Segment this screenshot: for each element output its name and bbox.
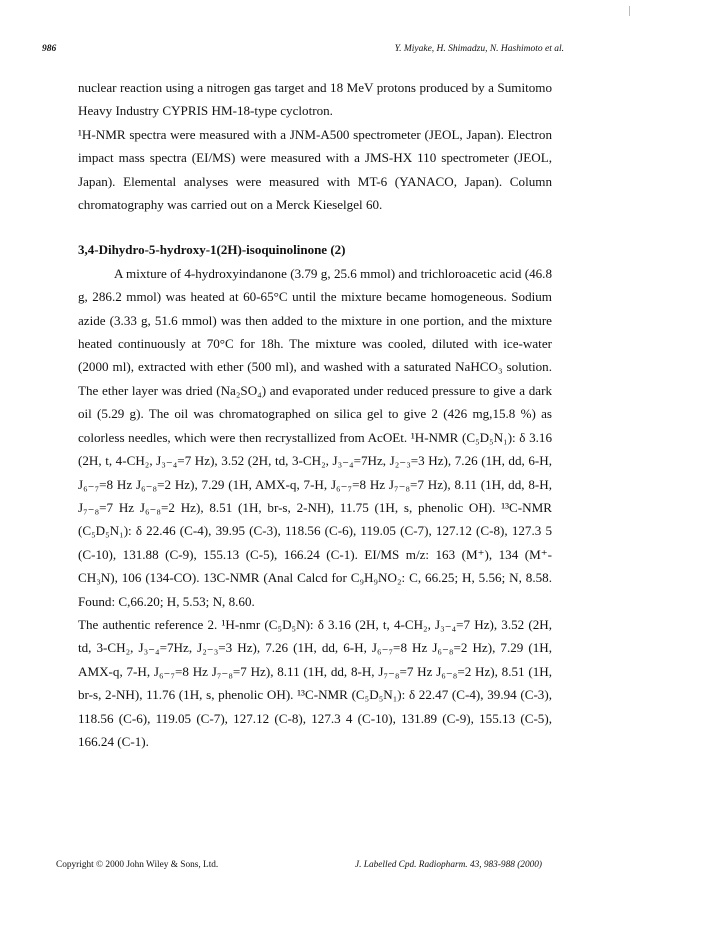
intro-paragraph-1: nuclear reaction using a nitrogen gas target and 18 MeV protons produced by a Sumitomo Heavy Industry CYPRIS HM-18-type cyclotron. xyxy=(78,80,552,119)
section-spacer xyxy=(78,216,552,238)
scan-mark xyxy=(629,6,630,16)
running-head: Y. Miyake, H. Shimadzu, N. Hashimoto et al. xyxy=(394,44,564,54)
body-text xyxy=(78,76,552,753)
synthesis-paragraph: A mixture of 4-hydroxyindanone (3.79 g, 25.6 mmol) and trichloroacetic acid (46.8 g, 286.2 mmol) was heated at 60-65°C until the mixture became homogeneous. Sodium azide (3.33 g, 51.6 mmol) was then added to the mixture in one portion, and the mixture heated continuously at 70°C for 18h. The mixture was cooled, diluted with ice-water (2000 ml), extracted with ether (500 ml), and washed with a saturated NaHCO₃ solution. The ether layer was dried (Na₂SO₄) and evaporated under reduced pressure to give a dark oil (5.29 g). The oil was chromatographed on silica gel to give 2 (426 mg,15.8 %) as colorless needles, which were then recrystallized from AcOEt. ¹H-NMR (C₅D₅N₁): δ 3.16 (2H, t, 4-CH₂, J₃₋₄=7 Hz), 3.52 (2H, td, 3-CH₂, J₃₋₄=7Hz, J₂₋₃=3 Hz), 7.26 (1H, dd, 6-H, J₆₋₇=8 Hz J₆₋₈=2 Hz), 7.29 (1H, AMX-q, 7-H, J₆₋₇=8 Hz J₇₋₈=7 Hz), 8.11 (1H, dd, 8-H, J₇₋₈=7 Hz J₆₋₈=2 Hz), 8.51 (1H, br-s, 2-NH), 11.75 (1H, s, phenolic OH). ¹³C-NMR (C₅D₅N₁): δ 22.46 (C-4), 39.95 (C-3), 118.56 (C-6), 119.05 (C-7), 127.12 (C-8), 127.3 5 (C-10), 131.88 (C-9), 155.13 (C-5), 166.24 (C-1). EI/MS m/z: 163 (M⁺), 134 (M⁺-CH₃N), 106 (134-CO). 13C-NMR (Anal Calcd for C₉H₉NO₂: C, 66.25; H, 5.56; N, 8.58. Found: C,66.20; H, 5.53; N, 8.60. xyxy=(78,265,552,609)
section-title: 3,4-Dihydro-5-hydroxy-1(2H)-isoquinolinone (2) xyxy=(78,242,346,258)
copyright-notice: Copyright © 2000 John Wiley & Sons, Ltd. xyxy=(56,860,219,870)
page-number: 986 xyxy=(42,44,57,54)
reference-paragraph: The authentic reference 2. ¹H-nmr (C₅D₅N): δ 3.16 (2H, t, 4-CH₂, J₃₋₄=7 Hz), 3.52 (2H, td, 3-CH₂, J₃₋₄=7Hz, J₂₋₃=3 Hz), 7.26 (1H, dd, 6-H, J₆₋₇=8 Hz J₆₋₈=2 Hz), 7.29 (1H, AMX-q, 7-H, J₆₋₇=8 Hz J₇₋₈=7 Hz), 8.11 (1H, dd, 8-H, J₇₋₈=7 Hz J₆₋₈=2 Hz), 8.51 (1H, br-s, 2-NH), 11.76 (1H, s, phenolic OH). ¹³C-NMR (C₅D₅N₁): δ 22.47 (C-4), 39.94 (C-3), 118.56 (C-6), 119.05 (C-7), 127.12 (C-8), 127.3 4 (C-10), 131.89 (C-9), 155.13 (C-5), 166.24 (C-1). xyxy=(78,616,552,749)
journal-citation: J. Labelled Cpd. Radiopharm. 43, 983-988 (2000) xyxy=(355,860,542,870)
intro-paragraph-2: ¹H-NMR spectra were measured with a JNM-A500 spectrometer (JEOL, Japan). Electron impact mass spectra (EI/MS) were measured with a JMS-HX 110 spectrometer (JEOL, Japan). Elemental analyses were measured with MT-6 (YANACO, Japan). Column chromatography was carried out on a Merck Kieselgel 60. xyxy=(78,126,552,213)
